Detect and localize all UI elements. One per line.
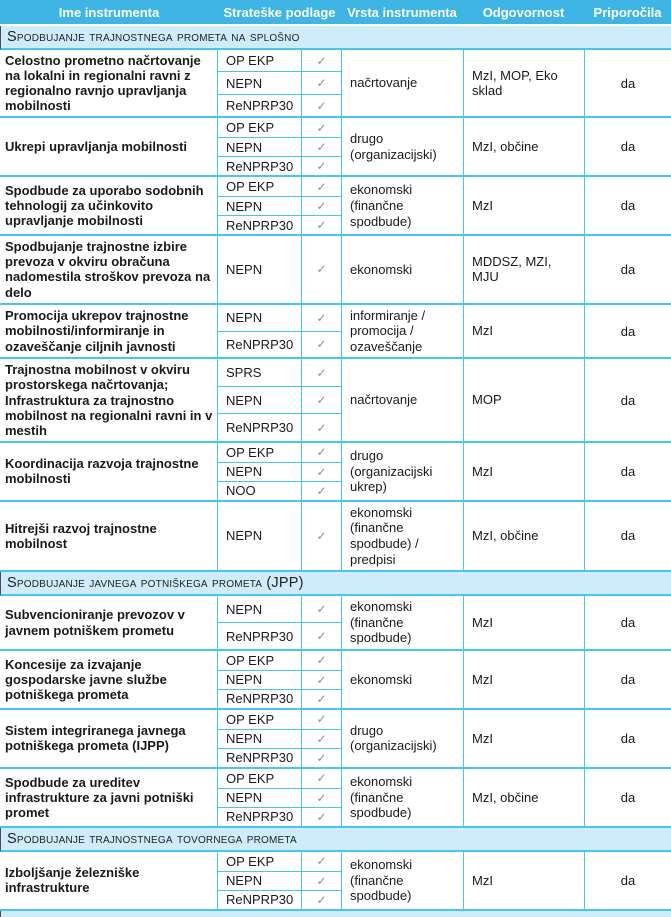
check-mark-icon: ✓	[316, 98, 327, 113]
column-header-instrument-type: Vrsta instrumenta	[347, 4, 457, 20]
strategic-bases-cell	[218, 443, 341, 500]
recommendation-cell: da	[584, 443, 671, 500]
instrument-type-text: ekonomski (finančne spodbude)	[350, 182, 413, 229]
check-mark-icon: ✓	[316, 262, 327, 277]
instrument-type-cell	[341, 359, 463, 440]
responsibility-text: MzI, občine	[472, 139, 539, 155]
section-header-row	[0, 828, 671, 852]
strategy-subrow	[218, 871, 341, 890]
instrument-name-text: Koncesije za izvajanje gospodarske javne službe potniškega prometa	[5, 656, 167, 702]
strategic-bases-cell	[218, 852, 341, 909]
strategy-label: NEPN	[218, 463, 302, 481]
check-mark-icon: ✓	[316, 218, 327, 233]
instrument-row	[0, 852, 671, 911]
check-mark-icon: ✓	[316, 120, 327, 135]
instrument-type-text: ekonomski (finančne spodbude)	[350, 599, 413, 646]
check-mark-icon: ✓	[316, 365, 327, 380]
strategy-label: ReNPRP30	[218, 95, 302, 116]
instrument-type-text: informiranje / promocija / ozaveščanje	[350, 307, 426, 354]
instrument-name-text: Celostno prometno načrtovanje na lokalni in regionalni ravni z regionalno ravnjo upravljanja mobilnosti	[5, 53, 201, 114]
instrument-type-text: ekonomski (finančne spodbude)	[350, 857, 413, 904]
strategy-subrow	[218, 622, 341, 649]
instrument-name-text: Spodbujanje trajnostne izbire prevoza v okviru obračuna nadomestila stroškov prevoza na delo	[5, 239, 211, 300]
next-section-cutoff-strip	[0, 911, 671, 917]
responsibility-cell	[463, 50, 584, 116]
instrument-type-cell	[341, 443, 463, 500]
responsibility-cell	[463, 852, 584, 909]
recommendation-cell: da	[584, 502, 671, 570]
strategic-bases-cell	[218, 651, 341, 708]
instrument-name-cell	[0, 596, 218, 649]
strategy-label: NEPN	[218, 671, 302, 689]
recommendation-cell: da	[584, 769, 671, 826]
instrument-name-text: Subvencioniranje prevozov v javnem potniškem prometu	[5, 607, 185, 638]
strategy-label: ReNPRP30	[218, 808, 302, 826]
check-mark-icon: ✓	[316, 712, 327, 727]
instrument-row	[0, 177, 671, 236]
check-mark-icon: ✓	[316, 393, 327, 408]
strategy-label: ReNPRP30	[218, 332, 302, 358]
instrument-name-text: Promocija ukrepov trajnostne mobilnosti/informiranje in ozaveščanje ciljnih javnosti	[5, 308, 189, 354]
strategy-subrow	[218, 596, 341, 622]
responsibility-cell	[463, 710, 584, 767]
column-header-responsibility: Odgovornost	[482, 4, 565, 20]
recommendation-cell: da	[584, 305, 671, 358]
recommendation-cell: da	[584, 236, 671, 302]
strategic-bases-cell	[218, 710, 341, 767]
instrument-type-text: ekonomski (finančne spodbude) / predpisi	[350, 504, 419, 567]
instrument-type-text: ekonomski	[350, 261, 413, 277]
responsibility-text: MzI	[472, 730, 493, 746]
check-mark-icon: ✓	[316, 602, 327, 617]
instrument-row	[0, 305, 671, 360]
responsibility-cell	[463, 359, 584, 440]
strategy-subrow	[218, 502, 341, 570]
strategy-subrow	[218, 386, 341, 413]
instrument-type-cell	[341, 651, 463, 708]
instrument-name-text: Trajnostna mobilnost v okviru prostorskega načrtovanja; Infrastruktura za trajnostno mobilnost na regionalni ravni in v mestih	[5, 362, 213, 438]
strategy-subrow	[218, 890, 341, 909]
instrument-row	[0, 236, 671, 304]
check-mark-icon: ✓	[316, 483, 327, 498]
instrument-type-text: načrtovanje	[350, 75, 418, 91]
instrument-row	[0, 651, 671, 710]
strategy-subrow	[218, 729, 341, 748]
strategy-subrow	[218, 215, 341, 234]
instrument-name-cell	[0, 118, 218, 175]
check-mark-icon: ✓	[316, 771, 327, 786]
responsibility-cell	[463, 177, 584, 234]
instrument-type-cell	[341, 118, 463, 175]
strategy-label: NEPN	[218, 872, 302, 890]
strategy-label: OP EKP	[218, 852, 302, 871]
strategy-label: ReNPRP30	[218, 749, 302, 767]
table-header-row	[0, 0, 671, 26]
strategy-label: ReNPRP30	[218, 216, 302, 234]
instrument-row	[0, 502, 671, 572]
responsibility-cell	[463, 305, 584, 358]
section-title: Spodbujanje trajnostnega tovornega prometa	[7, 830, 297, 847]
strategy-subrow	[218, 481, 341, 500]
strategy-label: NOO	[218, 482, 302, 500]
check-mark-icon: ✓	[316, 629, 327, 643]
instrument-name-cell	[0, 852, 218, 909]
column-header-instrument-name: Ime instrumenta	[58, 4, 160, 20]
strategy-subrow	[218, 118, 341, 137]
strategy-subrow	[218, 359, 341, 385]
responsibility-cell	[463, 769, 584, 826]
responsibility-text: MzI	[472, 463, 493, 479]
instrument-name-text: Sistem integriranega javnega potniškega prometa (IJPP)	[5, 723, 186, 754]
strategy-label: NEPN	[218, 502, 302, 570]
column-header-strategic-bases: Strateške podlage	[223, 4, 336, 20]
responsibility-cell	[463, 443, 584, 500]
strategy-subrow	[218, 236, 341, 302]
strategy-subrow	[218, 443, 341, 462]
recommendation-cell: da	[584, 118, 671, 175]
check-mark-icon: ✓	[316, 199, 327, 214]
recommendation-cell: da	[584, 710, 671, 767]
check-mark-icon: ✓	[316, 528, 327, 543]
strategy-label: NEPN	[218, 197, 302, 215]
strategy-label: NEPN	[218, 730, 302, 748]
instrument-row	[0, 443, 671, 502]
strategy-subrow	[218, 71, 341, 93]
instrument-row	[0, 359, 671, 442]
instrument-type-cell	[341, 852, 463, 909]
strategy-label: NEPN	[218, 789, 302, 807]
strategy-subrow	[218, 50, 341, 71]
check-mark-icon: ✓	[316, 337, 327, 352]
check-mark-icon: ✓	[316, 653, 327, 668]
responsibility-text: MzI	[472, 671, 493, 687]
instrument-type-text: ekonomski	[350, 671, 413, 687]
section-header-row	[0, 26, 671, 50]
instrument-type-text: drugo (organizacijski)	[350, 722, 437, 754]
strategy-label: OP EKP	[218, 443, 302, 462]
strategy-subrow	[218, 462, 341, 481]
instrument-type-cell	[341, 769, 463, 826]
instrument-type-text: drugo (organizacijski ukrep)	[350, 447, 433, 495]
instrument-name-cell	[0, 651, 218, 708]
instrument-name-cell	[0, 769, 218, 826]
strategic-bases-cell	[218, 769, 341, 826]
strategic-bases-cell	[218, 596, 341, 649]
instrument-name-text: Koordinacija razvoja trajnostne mobilnosti	[5, 456, 199, 487]
strategy-label: ReNPRP30	[218, 157, 302, 175]
recommendation-cell: da	[584, 177, 671, 234]
instrument-name-text: Izboljšanje železniške infrastrukture	[5, 865, 140, 896]
strategic-bases-cell	[218, 502, 341, 570]
strategy-subrow	[218, 156, 341, 175]
strategic-bases-cell	[218, 177, 341, 234]
strategic-bases-cell	[218, 50, 341, 116]
strategy-subrow	[218, 807, 341, 826]
strategy-subrow	[218, 177, 341, 196]
strategy-label: OP EKP	[218, 651, 302, 670]
strategy-subrow	[218, 94, 341, 116]
section-title: Spodbujanje trajnostnega prometa na splošno	[7, 29, 300, 45]
strategy-subrow	[218, 769, 341, 788]
strategy-subrow	[218, 305, 341, 331]
check-mark-icon: ✓	[316, 672, 327, 687]
strategic-bases-cell	[218, 236, 341, 302]
responsibility-text: MOP	[472, 392, 502, 408]
strategy-subrow	[218, 331, 341, 358]
responsibility-cell	[463, 651, 584, 708]
responsibility-cell	[463, 596, 584, 649]
instrument-row	[0, 596, 671, 651]
responsibility-text: MzI	[472, 614, 493, 630]
check-mark-icon: ✓	[316, 159, 327, 174]
check-mark-icon: ✓	[316, 809, 327, 824]
instrument-row	[0, 769, 671, 828]
check-mark-icon: ✓	[316, 731, 327, 746]
instrument-row	[0, 710, 671, 769]
check-mark-icon: ✓	[316, 445, 327, 460]
instrument-type-cell	[341, 50, 463, 116]
strategy-label: ReNPRP30	[218, 891, 302, 909]
check-mark-icon: ✓	[316, 420, 327, 435]
strategic-bases-cell	[218, 118, 341, 175]
instrument-name-cell	[0, 305, 218, 358]
strategy-label: SPRS	[218, 359, 302, 385]
column-header-recommendations: Priporočila	[593, 4, 662, 20]
strategy-label: NEPN	[218, 138, 302, 156]
check-mark-icon: ✓	[316, 53, 327, 68]
instrument-name-text: Ukrepi upravljanja mobilnosti	[5, 139, 188, 155]
instrument-type-text: načrtovanje	[350, 392, 418, 408]
responsibility-text: MzI, občine	[472, 528, 539, 544]
strategic-bases-cell	[218, 359, 341, 440]
section-header-row	[0, 572, 671, 596]
instrument-type-text: drugo (organizacijski)	[350, 131, 437, 162]
strategy-label: NEPN	[218, 305, 302, 331]
instrument-type-cell	[341, 502, 463, 570]
check-mark-icon: ✓	[316, 140, 327, 155]
table-body	[0, 26, 671, 911]
responsibility-cell	[463, 502, 584, 570]
strategy-label: OP EKP	[218, 710, 302, 729]
strategy-subrow	[218, 689, 341, 708]
check-mark-icon: ✓	[316, 750, 327, 765]
recommendation-cell: da	[584, 651, 671, 708]
strategy-label: NEPN	[218, 387, 302, 413]
check-mark-icon: ✓	[316, 790, 327, 805]
strategy-label: OP EKP	[218, 118, 302, 137]
responsibility-cell	[463, 118, 584, 175]
instrument-row	[0, 118, 671, 177]
strategy-label: ReNPRP30	[218, 623, 302, 649]
strategy-label: NEPN	[218, 72, 302, 93]
strategy-subrow	[218, 748, 341, 767]
instrument-type-text: ekonomski (finančne spodbude)	[350, 774, 413, 821]
responsibility-text: MzI	[472, 323, 493, 339]
instrument-name-cell	[0, 177, 218, 234]
strategy-label: OP EKP	[218, 769, 302, 788]
strategy-subrow	[218, 852, 341, 871]
instrument-type-cell	[341, 177, 463, 234]
strategy-subrow	[218, 651, 341, 670]
instrument-name-cell	[0, 359, 218, 440]
instrument-name-cell	[0, 502, 218, 570]
check-mark-icon: ✓	[316, 892, 327, 907]
instrument-name-cell	[0, 236, 218, 302]
check-mark-icon: ✓	[316, 179, 327, 194]
instrument-row	[0, 50, 671, 118]
responsibility-cell	[463, 236, 584, 302]
instrument-name-cell	[0, 443, 218, 500]
check-mark-icon: ✓	[316, 76, 327, 91]
strategy-subrow	[218, 788, 341, 807]
strategy-subrow	[218, 710, 341, 729]
strategy-label: OP EKP	[218, 50, 302, 71]
instrument-type-cell	[341, 710, 463, 767]
responsibility-text: MDDSZ, MZI, MJU	[472, 253, 552, 285]
instrument-type-cell	[341, 236, 463, 302]
responsibility-text: MzI, MOP, Eko sklad	[472, 67, 558, 99]
strategy-subrow	[218, 137, 341, 156]
strategy-label: NEPN	[218, 596, 302, 622]
recommendation-cell: da	[584, 50, 671, 116]
instrument-name-text: Hitrejši razvoj trajnostne mobilnost	[5, 520, 157, 551]
check-mark-icon: ✓	[316, 873, 327, 888]
strategy-label: NEPN	[218, 236, 302, 302]
responsibility-text: MzI, občine	[472, 789, 539, 805]
instrument-type-cell	[341, 596, 463, 649]
strategy-subrow	[218, 670, 341, 689]
check-mark-icon: ✓	[316, 691, 327, 706]
recommendation-cell: da	[584, 596, 671, 649]
strategy-label: ReNPRP30	[218, 414, 302, 440]
strategy-subrow	[218, 196, 341, 215]
recommendation-cell: da	[584, 852, 671, 909]
instrument-name-text: Spodbude za ureditev infrastrukture za javni potniški promet	[5, 774, 194, 820]
strategy-subrow	[218, 413, 341, 440]
check-mark-icon: ✓	[316, 464, 327, 479]
strategy-label: OP EKP	[218, 177, 302, 196]
instrument-type-cell	[341, 305, 463, 358]
section-title: Spodbujanje javnega potniškega prometa (JPP)	[7, 575, 304, 592]
strategic-bases-cell	[218, 305, 341, 358]
instrument-name-cell	[0, 710, 218, 767]
check-mark-icon: ✓	[316, 854, 327, 869]
instrument-name-cell	[0, 50, 218, 116]
instrument-name-text: Spodbude za uporabo sodobnih tehnologij za učinkovito upravljanje mobilnosti	[5, 183, 204, 229]
check-mark-icon: ✓	[316, 310, 327, 325]
recommendation-cell: da	[584, 359, 671, 440]
responsibility-text: MzI	[472, 872, 493, 888]
strategy-label: ReNPRP30	[218, 690, 302, 708]
responsibility-text: MzI	[472, 198, 493, 214]
